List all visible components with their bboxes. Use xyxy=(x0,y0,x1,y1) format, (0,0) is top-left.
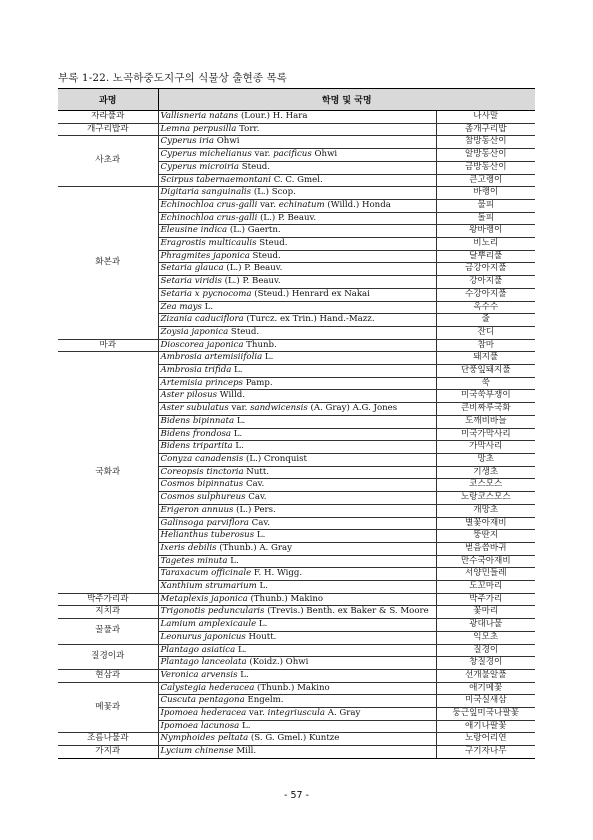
scientific-name xyxy=(158,123,436,136)
scientific-name-author: F. H. Wigg. xyxy=(251,568,303,579)
korean-name: 별꽃아재비 xyxy=(436,517,535,530)
scientific-name-author: (L.) Scop. xyxy=(251,187,296,198)
scientific-name-author: Nutt. xyxy=(243,466,270,477)
korean-name: 미국쑥부쟁이 xyxy=(436,390,535,403)
korean-name: 도깨비바늘 xyxy=(436,415,535,428)
scientific-name-author: Steud. xyxy=(239,161,270,172)
scientific-name-author: Torr. xyxy=(236,123,260,134)
family-name: 메꽃과 xyxy=(58,682,158,733)
korean-name: 강아지풀 xyxy=(436,276,535,289)
scientific-name xyxy=(158,403,436,416)
table-row xyxy=(58,644,535,657)
scientific-name-author: (Lour.) H. Hara xyxy=(238,111,308,121)
scientific-name-italic: Cyperus microiria xyxy=(160,161,240,172)
scientific-name-italic: Zoysia japonica xyxy=(160,326,229,337)
korean-name: 질경이 xyxy=(436,644,535,657)
scientific-name-author: L. xyxy=(227,555,239,566)
scientific-name-author: L. xyxy=(256,581,268,592)
scientific-name-italic: Zea mays xyxy=(160,301,202,312)
scientific-name xyxy=(158,390,436,403)
scientific-name-author: Engelm. xyxy=(244,695,284,706)
scientific-name-author: var. xyxy=(246,708,268,719)
table-row xyxy=(58,606,535,619)
scientific-name xyxy=(158,479,436,492)
species-table xyxy=(58,88,535,759)
scientific-name-italic: Veronica arvensis xyxy=(160,669,238,680)
scientific-name-italic: Cosmos bipinnatus xyxy=(160,479,244,490)
scientific-name xyxy=(158,682,436,695)
scientific-name-italic: Zizania caduciflora xyxy=(160,314,244,325)
korean-name: 미국가막사리 xyxy=(436,428,535,441)
scientific-name-author: L. xyxy=(235,644,247,655)
korean-name: 미국실새삼 xyxy=(436,695,535,708)
header-species: 학명 및 국명 xyxy=(158,89,535,111)
scientific-name-author: Willd. xyxy=(217,390,245,401)
scientific-name-italic: Calystegia hederacea xyxy=(160,682,255,693)
scientific-name-author: Pamp. xyxy=(242,377,273,388)
scientific-name-author: L. xyxy=(239,720,251,731)
scientific-name-italic: Ipomoea lacunosa xyxy=(160,720,240,731)
scientific-name-italic: Bidens frondosa xyxy=(160,428,232,439)
scientific-name-italic: integriuscula xyxy=(267,708,325,719)
korean-name: 왕바랭이 xyxy=(436,225,535,238)
family-name: 박주가리과 xyxy=(58,593,158,606)
table-row xyxy=(58,136,535,149)
scientific-name xyxy=(158,377,436,390)
family-name: 사초과 xyxy=(58,136,158,187)
korean-name: 선개불알풀 xyxy=(436,669,535,682)
korean-name: 바랭이 xyxy=(436,187,535,200)
table-row xyxy=(58,111,535,124)
scientific-name-author: L. xyxy=(232,441,244,452)
scientific-name-italic: Galinsoga parviflora xyxy=(160,517,249,528)
scientific-name-author: var. xyxy=(228,403,251,414)
korean-name: 서양민들레 xyxy=(436,568,535,581)
scientific-name-author: Ohwi xyxy=(311,149,338,160)
scientific-name xyxy=(158,250,436,263)
scientific-name xyxy=(158,720,436,733)
scientific-name-italic: Digitaria sanguinalis xyxy=(160,187,252,198)
family-name: 가지과 xyxy=(58,746,158,759)
scientific-name-author: Cav. xyxy=(245,492,267,503)
scientific-name xyxy=(158,466,436,479)
scientific-name-author: (Thunb.) A. Gray xyxy=(216,542,292,553)
scientific-name-italic: Lemna perpusilla xyxy=(160,123,237,134)
family-name: 조름나물과 xyxy=(58,733,158,746)
scientific-name-italic: Eleusine indica xyxy=(160,225,228,236)
scientific-name-italic: Phragmites japonica xyxy=(160,250,250,261)
table-row xyxy=(58,669,535,682)
scientific-name xyxy=(158,314,436,327)
scientific-name xyxy=(158,453,436,466)
scientific-name xyxy=(158,695,436,708)
scientific-name-author: L. xyxy=(262,352,274,363)
family-name: 자라풀과 xyxy=(58,111,158,124)
scientific-name xyxy=(158,136,436,149)
korean-name: 잔디 xyxy=(436,326,535,339)
scientific-name-author: Steud. xyxy=(249,250,281,261)
scientific-name-author: (L.) P. Beauv. xyxy=(221,276,281,287)
scientific-name xyxy=(158,708,436,721)
scientific-name-italic: Helianthus tuberosus xyxy=(160,530,255,541)
scientific-name xyxy=(158,111,436,124)
scientific-name xyxy=(158,365,436,378)
header-family: 과명 xyxy=(58,89,158,111)
korean-name: 박주가리 xyxy=(436,593,535,606)
scientific-name-italic: Setaria glauca xyxy=(160,263,224,274)
family-name: 개구리밥과 xyxy=(58,123,158,136)
korean-name: 큰고랭이 xyxy=(436,174,535,187)
scientific-name xyxy=(158,581,436,594)
korean-name: 익모초 xyxy=(436,631,535,644)
family-name: 지치과 xyxy=(58,606,158,619)
scientific-name-italic: Ixeris debilis xyxy=(160,542,217,553)
korean-name: 기생초 xyxy=(436,466,535,479)
scientific-name-author: Thunb. xyxy=(243,339,277,350)
scientific-name xyxy=(158,263,436,276)
scientific-name-author: (L.) Cronquist xyxy=(243,453,307,464)
scientific-name-author: (S. G. Gmel.) Kuntze xyxy=(248,733,340,744)
scientific-name-author: (Trevis.) Benth. ex Baker & S. Moore xyxy=(264,606,429,617)
table-row xyxy=(58,682,535,695)
korean-name: 창질경이 xyxy=(436,657,535,670)
scientific-name-italic: Cyperus iria xyxy=(160,136,215,147)
korean-name: 물피 xyxy=(436,199,535,212)
scientific-name-italic: echinatum xyxy=(278,199,325,210)
korean-name: 쑥 xyxy=(436,377,535,390)
scientific-name-italic: Plantago asiatica xyxy=(160,644,236,655)
scientific-name-italic: Ambrosia artemisiifolia xyxy=(160,352,263,363)
table-row xyxy=(58,187,535,200)
scientific-name-author: L. xyxy=(256,619,268,630)
scientific-name xyxy=(158,212,436,225)
korean-name: 도꼬마리 xyxy=(436,581,535,594)
korean-name: 돌피 xyxy=(436,212,535,225)
scientific-name xyxy=(158,542,436,555)
scientific-name-italic: Eragrostis multicaulis xyxy=(160,238,257,249)
scientific-name xyxy=(158,517,436,530)
family-name: 화본과 xyxy=(58,187,158,339)
table-row xyxy=(58,593,535,606)
table-caption: 부록 1-22. 노곡하중도지구의 식물상 출현종 목록 xyxy=(58,72,287,84)
scientific-name xyxy=(158,326,436,339)
table-header-row xyxy=(58,89,535,111)
korean-name: 광대나물 xyxy=(436,619,535,632)
table-row xyxy=(58,733,535,746)
scientific-name-author: L. xyxy=(201,301,214,312)
scientific-name xyxy=(158,530,436,543)
page-number: - 57 - xyxy=(284,790,309,801)
korean-name: 뚱딴지 xyxy=(436,530,535,543)
table-row xyxy=(58,746,535,759)
korean-name: 달뿌리풀 xyxy=(436,250,535,263)
family-name: 질경이과 xyxy=(58,644,158,669)
scientific-name-italic: Plantago lanceolata xyxy=(160,657,247,668)
scientific-name xyxy=(158,301,436,314)
scientific-name-italic: Setaria viridis xyxy=(160,276,222,287)
korean-name: 가막사리 xyxy=(436,441,535,454)
scientific-name-author: (L.) P. Beauv. xyxy=(223,263,283,274)
korean-name: 노랑코스모스 xyxy=(436,492,535,505)
scientific-name-author: Cav. xyxy=(243,479,265,490)
table-row xyxy=(58,352,535,365)
korean-name: 큰비짜루국화 xyxy=(436,403,535,416)
scientific-name xyxy=(158,174,436,187)
scientific-name-italic: Taraxacum officinale xyxy=(160,568,252,579)
scientific-name-author: Cav. xyxy=(248,517,270,528)
korean-name: 단풍잎돼지풀 xyxy=(436,365,535,378)
scientific-name-author: Ohwi xyxy=(214,136,240,147)
scientific-name-author: (L.) P. Beauv. xyxy=(257,212,317,223)
table-row xyxy=(58,123,535,136)
scientific-name xyxy=(158,669,436,682)
scientific-name xyxy=(158,631,436,644)
scientific-name-author: C. C. Gmel. xyxy=(270,174,323,185)
scientific-name xyxy=(158,161,436,174)
korean-name: 수강아지풀 xyxy=(436,288,535,301)
table-row xyxy=(58,619,535,632)
scientific-name-author: (Koidz.) Ohwi xyxy=(246,657,309,668)
korean-name: 참방동산이 xyxy=(436,136,535,149)
scientific-name-italic: Bidens tripartita xyxy=(160,441,233,452)
scientific-name-author: L. xyxy=(254,530,266,541)
scientific-name-italic: Aster pilosus xyxy=(160,390,218,401)
korean-name: 나사말 xyxy=(436,111,535,124)
scientific-name-author: A. Gray xyxy=(325,708,361,719)
scientific-name-author: (L.) Pers. xyxy=(233,504,276,515)
korean-name: 줄 xyxy=(436,314,535,327)
scientific-name xyxy=(158,619,436,632)
scientific-name xyxy=(158,492,436,505)
scientific-name-author: var. xyxy=(251,149,274,160)
scientific-name xyxy=(158,555,436,568)
korean-name: 벋음씀바귀 xyxy=(436,542,535,555)
korean-name: 알방동산이 xyxy=(436,149,535,162)
korean-name: 참마 xyxy=(436,339,535,352)
scientific-name-author: Steud. xyxy=(228,326,260,337)
scientific-name-author: (Steud.) Henrard ex Nakai xyxy=(251,288,370,299)
scientific-name-italic: Cosmos sulphureus xyxy=(160,492,246,503)
scientific-name-italic: Ambrosia trifida xyxy=(160,365,232,376)
scientific-name-italic: Scirpus tabernaemontani xyxy=(160,174,271,185)
scientific-name-italic: Cyperus michelianus xyxy=(160,149,252,160)
scientific-name-italic: Echinochloa crus-galli xyxy=(160,212,258,223)
korean-name: 만수국아재비 xyxy=(436,555,535,568)
scientific-name xyxy=(158,606,436,619)
korean-name: 둥근잎미국나팔꽃 xyxy=(436,708,535,721)
scientific-name-italic: pacificus xyxy=(273,149,312,160)
scientific-name-author: L. xyxy=(231,428,243,439)
family-name: 꿀풀과 xyxy=(58,619,158,644)
scientific-name xyxy=(158,225,436,238)
scientific-name-italic: Coreopsis tinctoria xyxy=(160,466,244,477)
scientific-name-author: (Thunb.) Makino xyxy=(254,682,330,693)
korean-name: 금강아지풀 xyxy=(436,263,535,276)
scientific-name xyxy=(158,276,436,289)
family-name: 마과 xyxy=(58,339,158,352)
scientific-name-italic: Cuscuta pentagona xyxy=(160,695,245,706)
scientific-name xyxy=(158,733,436,746)
scientific-name xyxy=(158,199,436,212)
scientific-name xyxy=(158,568,436,581)
korean-name: 구기자나무 xyxy=(436,746,535,759)
scientific-name-italic: Xanthium strumarium xyxy=(160,581,257,592)
korean-name: 노랑어리연 xyxy=(436,733,535,746)
scientific-name-italic: Setaria x pycnocoma xyxy=(160,288,252,299)
scientific-name-author: (Thunb.) Makino xyxy=(247,593,324,604)
korean-name: 애기나팔꽃 xyxy=(436,720,535,733)
scientific-name xyxy=(158,428,436,441)
scientific-name-italic: Conyza canadensis xyxy=(160,453,244,464)
korean-name: 개망초 xyxy=(436,504,535,517)
scientific-name-author: L. xyxy=(231,365,243,376)
korean-name: 애기메꽃 xyxy=(436,682,535,695)
korean-name: 옥수수 xyxy=(436,301,535,314)
scientific-name-italic: Dioscorea japonica xyxy=(160,339,244,350)
table-row xyxy=(58,339,535,352)
scientific-name-italic: Erigeron annuus xyxy=(160,504,234,515)
scientific-name xyxy=(158,187,436,200)
scientific-name xyxy=(158,339,436,352)
scientific-name xyxy=(158,746,436,759)
scientific-name-author: L. xyxy=(237,669,249,680)
scientific-name xyxy=(158,288,436,301)
scientific-name-italic: Leonurus japonicus xyxy=(160,631,246,642)
scientific-name-author: var. xyxy=(257,199,279,210)
korean-name: 코스모스 xyxy=(436,479,535,492)
scientific-name-author: Mill. xyxy=(233,746,257,757)
scientific-name xyxy=(158,657,436,670)
scientific-name xyxy=(158,415,436,428)
table-body xyxy=(58,111,535,759)
scientific-name-italic: Aster subulatus xyxy=(160,403,229,414)
scientific-name-italic: Metaplexis japonica xyxy=(160,593,248,604)
scientific-name-author: L. xyxy=(234,415,246,426)
scientific-name xyxy=(158,504,436,517)
scientific-name-author: (L.) Gaertn. xyxy=(227,225,281,236)
korean-name: 금방동산이 xyxy=(436,161,535,174)
korean-name: 꽃마리 xyxy=(436,606,535,619)
scientific-name xyxy=(158,352,436,365)
family-name: 현삼과 xyxy=(58,669,158,682)
korean-name: 좀개구리밥 xyxy=(436,123,535,136)
scientific-name-italic: Bidens bipinnata xyxy=(160,415,235,426)
scientific-name xyxy=(158,149,436,162)
scientific-name-author: (Willd.) Honda xyxy=(324,199,391,210)
scientific-name xyxy=(158,593,436,606)
scientific-name-author: Steud. xyxy=(256,238,288,249)
scientific-name xyxy=(158,644,436,657)
scientific-name-italic: Tagetes minuta xyxy=(160,555,228,566)
korean-name: 망초 xyxy=(436,453,535,466)
scientific-name-author: (Turcz. ex Trin.) Hand.-Mazz. xyxy=(243,314,375,325)
scientific-name-italic: Artemisia princeps xyxy=(160,377,243,388)
scientific-name xyxy=(158,238,436,251)
scientific-name-italic: sandwicensis xyxy=(250,403,308,414)
scientific-name-italic: Vallisneria natans xyxy=(160,111,239,121)
korean-name: 돼지풀 xyxy=(436,352,535,365)
family-name: 국화과 xyxy=(58,352,158,593)
scientific-name-italic: Lycium chinense xyxy=(160,746,234,757)
scientific-name-author: Houtt. xyxy=(245,631,277,642)
korean-name: 비노리 xyxy=(436,238,535,251)
scientific-name-italic: Echinochloa crus-galli xyxy=(160,199,258,210)
scientific-name-italic: Ipomoea hederacea xyxy=(160,708,247,719)
scientific-name-italic: Trigonotis peduncularis xyxy=(160,606,265,617)
scientific-name-italic: Nymphoides peltata xyxy=(160,733,249,744)
scientific-name-italic: Lamium amplexicaule xyxy=(160,619,257,630)
scientific-name-author: (A. Gray) A.G. Jones xyxy=(307,403,398,414)
scientific-name xyxy=(158,441,436,454)
